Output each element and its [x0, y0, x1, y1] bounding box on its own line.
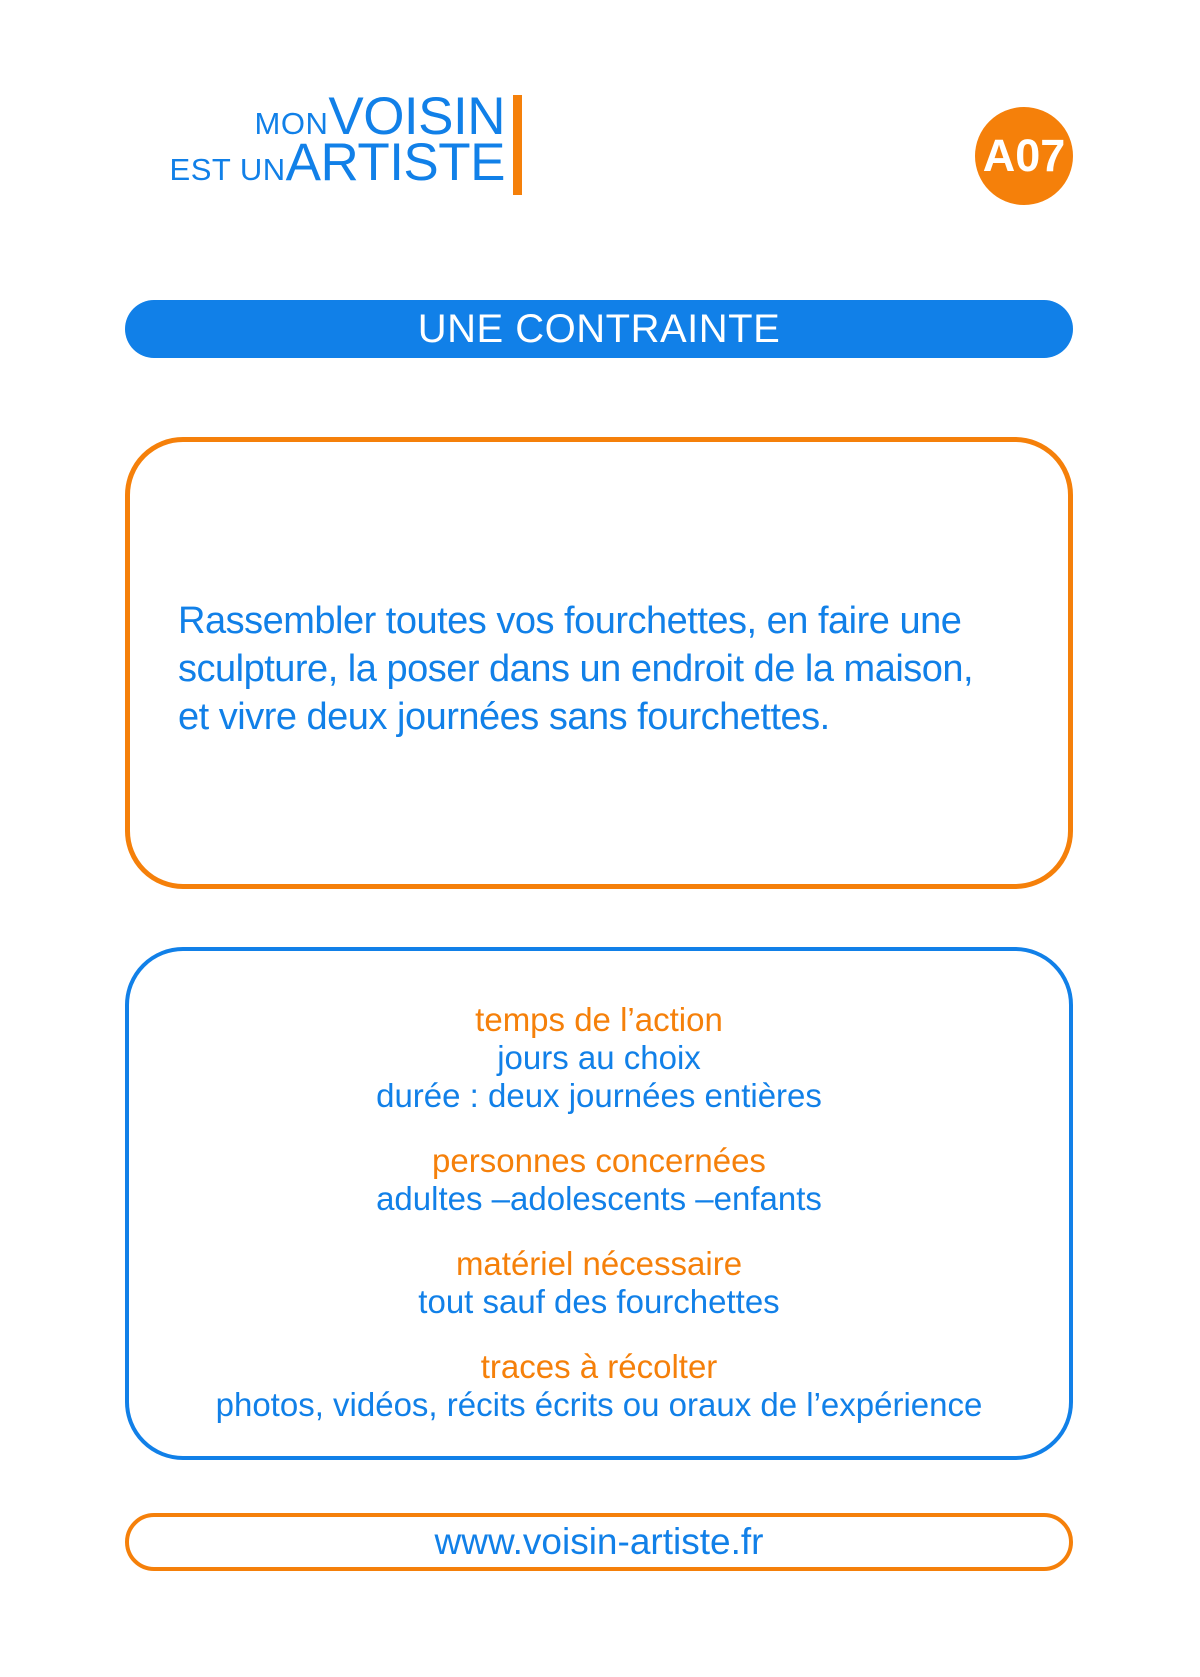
section-line: durée : deux journées entières	[376, 1077, 822, 1114]
section-traces-a-recolter	[129, 1348, 1069, 1424]
logo-word-est-un: EST UN	[169, 152, 286, 187]
section-heading: traces à récolter	[480, 1348, 718, 1385]
page-title: UNE CONTRAINTE	[417, 306, 781, 351]
constraint-text	[178, 597, 1038, 741]
details-card	[125, 947, 1073, 1460]
logo-word-artiste: ARTISTE	[285, 133, 505, 192]
section-temps-de-l-action	[129, 1001, 1069, 1115]
section-heading: matériel nécessaire	[455, 1245, 743, 1282]
section-line: adultes –adolescents –enfants	[376, 1180, 822, 1217]
constraint-line: sculpture, la poser dans un endroit de la maison,	[178, 648, 974, 690]
constraint-line: et vivre deux journées sans fourchettes.	[178, 696, 830, 738]
logo-line-2	[169, 133, 505, 192]
title-banner	[125, 300, 1073, 358]
section-personnes-concernees	[129, 1142, 1069, 1218]
section-heading: temps de l’action	[475, 1001, 723, 1038]
logo-word-mon: MON	[254, 106, 329, 141]
website-pill[interactable]	[125, 1513, 1073, 1571]
section-heading: personnes concernées	[432, 1142, 766, 1179]
website-url[interactable]: www.voisin-artiste.fr	[434, 1521, 764, 1562]
logo-word-voisin: VOISIN	[328, 87, 505, 146]
logo	[0, 87, 505, 192]
section-materiel-necessaire	[129, 1245, 1069, 1321]
card-number-badge	[975, 107, 1073, 205]
constraint-card	[125, 437, 1073, 889]
constraint-line: Rassembler toutes vos fourchettes, en faire une	[178, 600, 962, 642]
section-line: jours au choix	[497, 1039, 701, 1076]
section-line: photos, vidéos, récits écrits ou oraux de l’expérience	[215, 1386, 983, 1423]
card-number-label: A07	[982, 130, 1066, 181]
logo-vertical-bar	[513, 95, 522, 195]
section-line: tout sauf des fourchettes	[418, 1283, 780, 1320]
